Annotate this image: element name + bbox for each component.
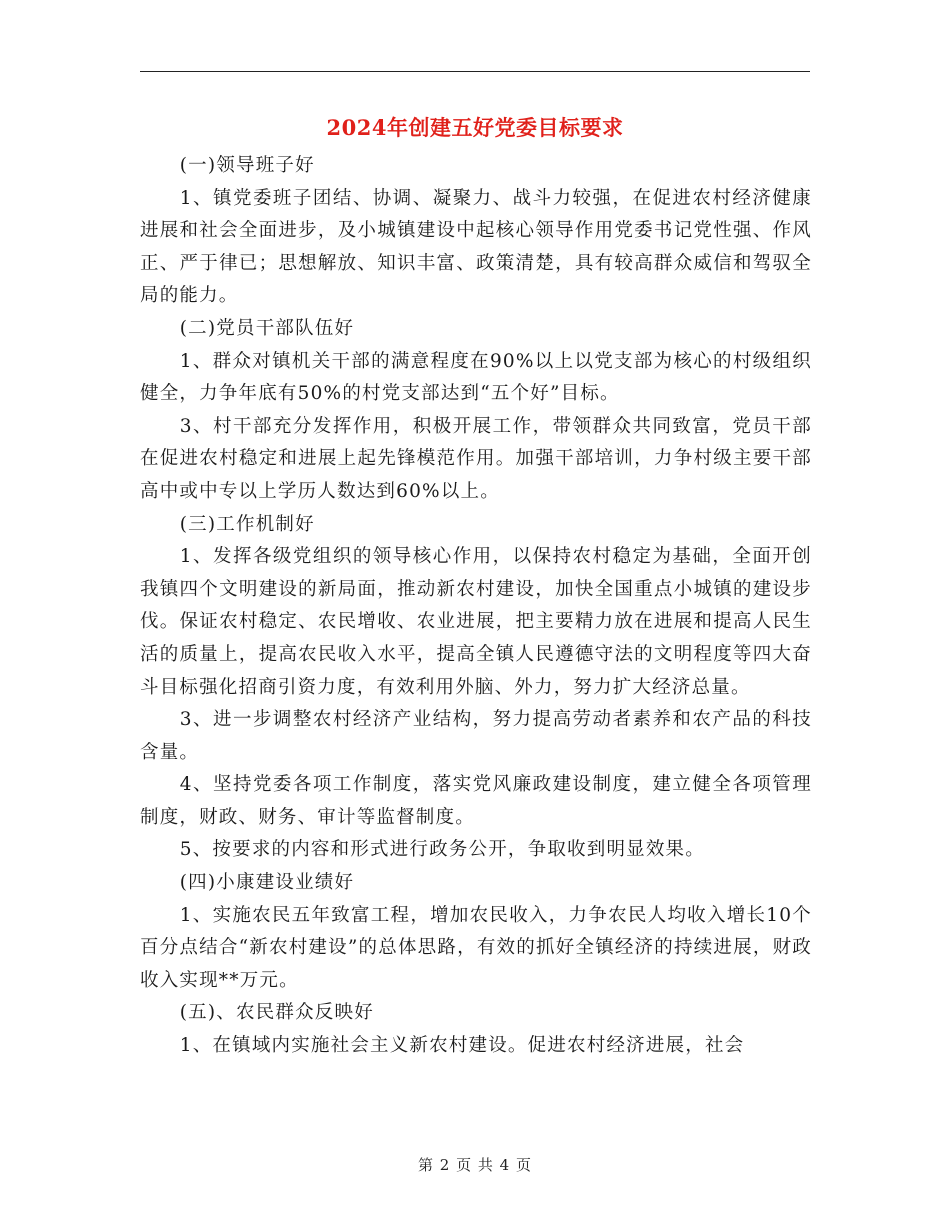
body-paragraph: 5、按要求的内容和形式进行政务公开，争取收到明显效果。 [179, 839, 705, 861]
document-body [140, 150, 812, 1063]
section-heading: (三)工作机制好 [179, 513, 315, 535]
section-heading: (一)领导班子好 [179, 155, 315, 176]
body-paragraph: 4、坚持党委各项工作制度，落实党风廉政建设制度，建立健全各项管理制度，财政、财务、审计等监督制度。 [140, 774, 812, 828]
body-paragraph: 3、村干部充分发挥作用，积极开展工作，带领群众共同致富，党员干部在促进农村稳定和进展上起先锋模范作用。加强干部培训，力争村级主要干部高中或中专以上学历人数达到60%以上。 [140, 415, 812, 502]
page-footer: 第 2 页 共 4 页 [418, 1156, 532, 1174]
section-heading: (五)、农民群众反映好 [179, 1002, 374, 1024]
body-paragraph: 1、发挥各级党组织的领导核心作用，以保持农村稳定为基础，全面开创我镇四个文明建设的新局面，推动新农村建设，加快全国重点小城镇的建设步伐。保证农村稳定、农民增收、农业进展，把主要精力放在进展和提高人民生活的质量上，提高农民收入水平，提高全镇人民遵德守法的文明程度等四大奋斗目标强化招商引资力度，有效利用外脑、外力，努力扩大经济总量。 [140, 546, 812, 698]
document-title: 2024年创建五好党委目标要求 [326, 115, 624, 140]
body-paragraph: 1、镇党委班子团结、协调、凝聚力、战斗力较强，在促进农村经济健康进展和社会全面进步，及小城镇建设中起核心领导作用党委书记党性强、作风正、严于律已；思想解放、知识丰富、政策清楚，具有较高群众威信和驾驭全局的能力。 [140, 187, 812, 307]
body-paragraph: 1、实施农民五年致富工程，增加农民收入，力争农民人均收入增长10个百分点结合“新农村建设”的总体思路，有效的抓好全镇经济的持续进展，财政收入实现**万元。 [140, 904, 812, 991]
body-paragraph: 1、群众对镇机关干部的满意程度在90%以上以党支部为核心的村级组织健全，力争年底有50%的村党支部达到“五个好”目标。 [140, 350, 812, 405]
section-heading: (二)党员干部队伍好 [179, 317, 355, 339]
body-paragraph: 3、进一步调整农村经济产业结构，努力提高劳动者素养和农产品的科技含量。 [140, 709, 812, 763]
section-heading: (四)小康建设业绩好 [179, 872, 355, 894]
body-paragraph: 1、在镇域内实施社会主义新农村建设。促进农村经济进展，社会 [179, 1035, 745, 1057]
header-rule [140, 71, 810, 72]
